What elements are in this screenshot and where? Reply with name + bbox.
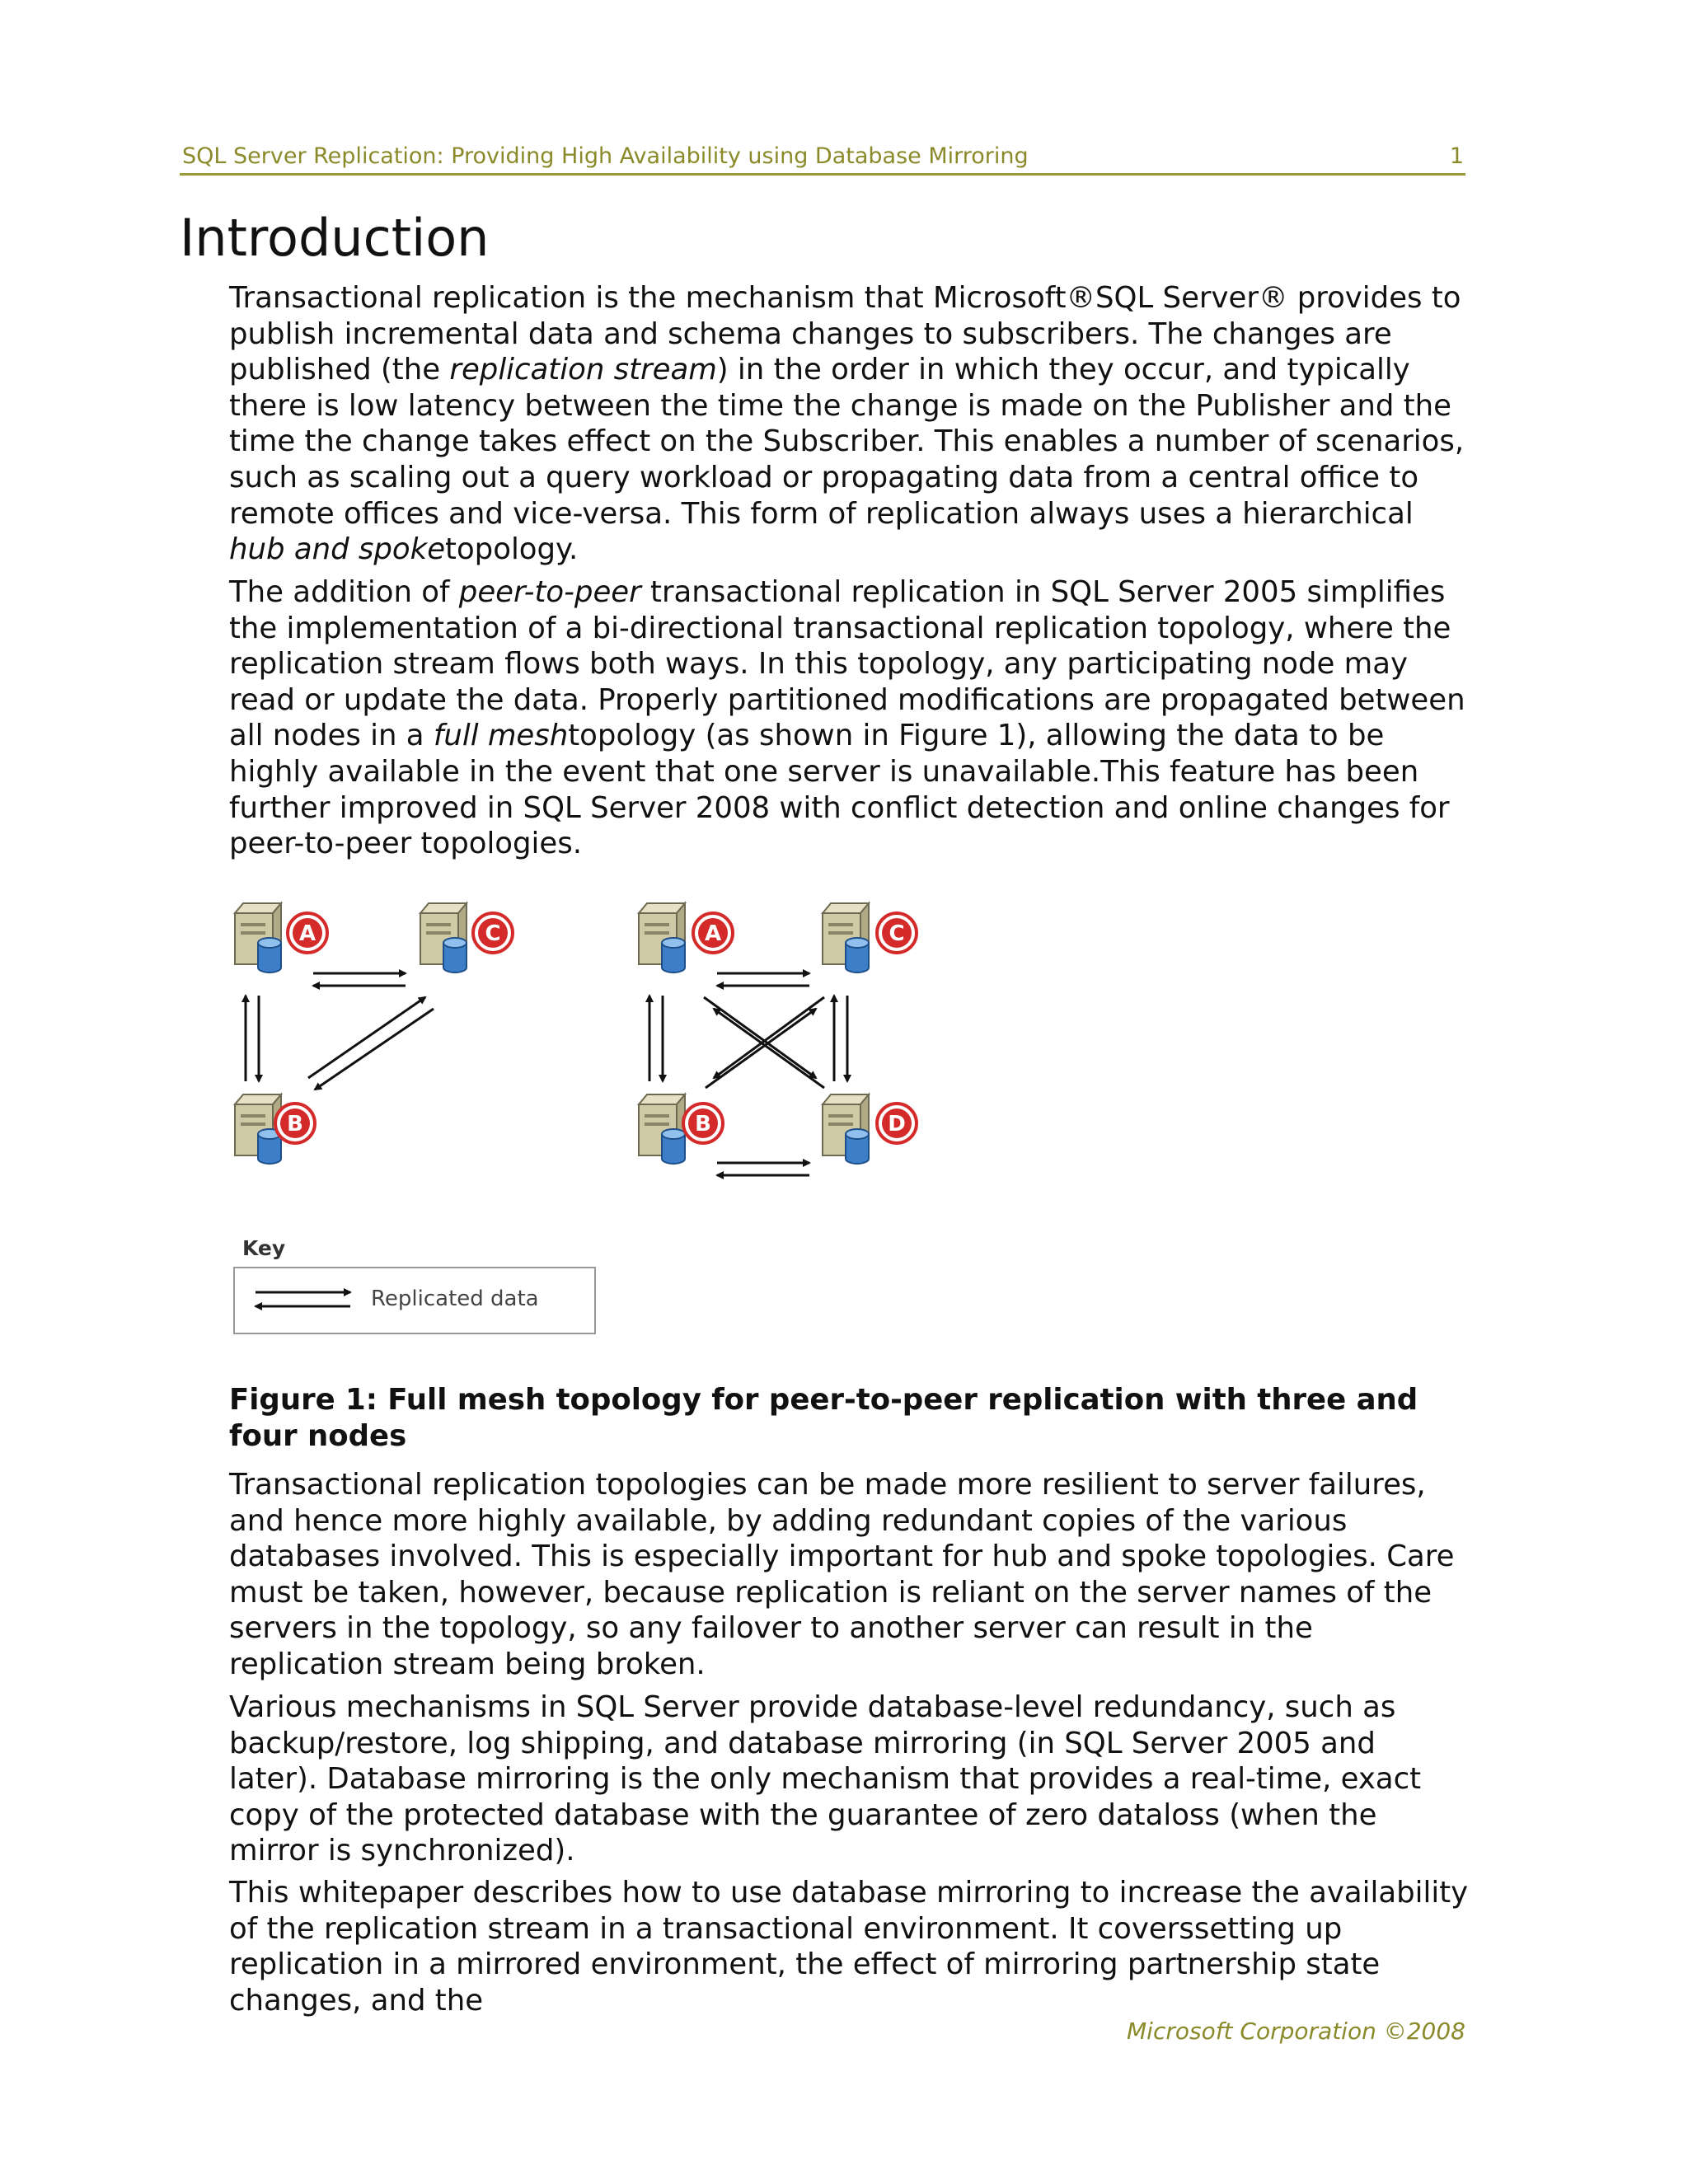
p2-text-b: transactional replication in SQL Server 2005 simplifies the implementation of a bi-directional transactional replication topology, where the replication stream flows both ways. In this topology, any participating node may read or update the data. Properly partitioned modifications are propagated between all nodes in a	[229, 575, 1465, 753]
key-label: Replicated data	[371, 1286, 539, 1311]
page-number: 1	[1449, 143, 1464, 169]
server-icon	[235, 1094, 281, 1164]
figure-caption: Figure 1: Full mesh topology for peer-to-peer replication with three and four nodes	[229, 1383, 1418, 1453]
replication-arrows	[246, 973, 434, 1090]
header-title: SQL Server Replication: Providing High Availability using Database Mirroring	[182, 143, 1029, 169]
paragraph-4: Various mechanisms in SQL Server provide database-level redundancy, such as backup/restore, log shipping, and database mirroring (in SQL Server 2005 and later). Database mirroring is the only mechanism that provides a real-time, exact copy of the protected database with the guarantee of zero dataloss (when the mirror is synchronized).	[229, 1690, 1422, 1868]
node-label: B	[695, 1112, 711, 1137]
server-icon	[823, 1094, 869, 1164]
figure-1	[223, 890, 940, 1352]
node-label: C	[889, 921, 905, 946]
server-icon	[639, 1094, 685, 1164]
server-icon	[420, 903, 467, 972]
node-badge-d	[877, 1104, 917, 1143]
node-label: B	[287, 1112, 303, 1137]
paragraph-1	[229, 280, 1470, 568]
server-icon	[235, 903, 281, 972]
node-badge-c	[473, 913, 513, 953]
node-badge-a	[693, 913, 733, 953]
topology-diagram	[223, 890, 940, 1352]
p2-text-c: topology (as shown in Figure 1), allowing the data to be highly available in the event that one server is unavailable.This feature has been further improved in SQL Server 2008 with conflict detection and online changes for peer-to-peer topologies.	[229, 719, 1450, 861]
paragraph-3: Transactional replication topologies can be made more resilient to server failures, and hence more highly available, by adding redundant copies of the various databases involved. This is especially important for hub and spoke topologies. Care must be taken, however, because replication is reliant on the server names of the servers in the topology, so any failover to another server can result in the replication stream being broken.	[229, 1468, 1455, 1681]
node-label: D	[888, 1112, 906, 1137]
p1-text-b: ) in the order in which they occur, and typically there is low latency between the time the change is made on the Publisher and the time the change takes effect on the Subscriber. This enables a number of scenarios, such as scaling out a query workload or propagating data from a central office to remote offices and vice-versa. This form of replication always uses a hierarchical	[229, 353, 1465, 531]
three-node-topology	[235, 903, 513, 1164]
paragraph-2	[229, 574, 1470, 862]
four-node-topology	[639, 903, 917, 1175]
node-label: A	[704, 921, 722, 946]
paragraph-5: This whitepaper describes how to use database mirroring to increase the availability of the replication stream in a transactional environment. It coverssetting up replication in a mirrored environment, the effect of mirroring partnership state changes, and the	[229, 1876, 1469, 2018]
p1-emphasis-a: replication stream	[449, 353, 717, 387]
server-icon	[823, 903, 869, 972]
server-icon	[639, 903, 685, 972]
node-badge-c	[877, 913, 917, 953]
node-badge-b	[683, 1104, 723, 1143]
page-header	[180, 140, 1465, 176]
p1-text-a: Transactional replication is the mechanism that Microsoft®SQL Server® provides to publish incremental data and schema changes to subscribers. The changes are published (the	[229, 281, 1461, 387]
node-label: C	[485, 921, 501, 946]
key-title: Key	[242, 1236, 286, 1260]
p2-text-a: The addition of	[229, 575, 459, 609]
p1-emphasis-b: hub and spoke	[229, 532, 446, 567]
node-label: A	[298, 921, 316, 946]
page-footer: Microsoft Corporation ©2008	[1127, 2018, 1465, 2045]
section-heading: Introduction	[180, 208, 490, 268]
node-badge-b	[275, 1104, 315, 1143]
p2-emphasis-b: full mesh	[433, 719, 569, 753]
p1-text-c: topology.	[445, 532, 579, 567]
node-badge-a	[288, 913, 327, 953]
p2-emphasis-a: peer-to-peer	[458, 575, 641, 609]
figure-key	[234, 1236, 595, 1333]
